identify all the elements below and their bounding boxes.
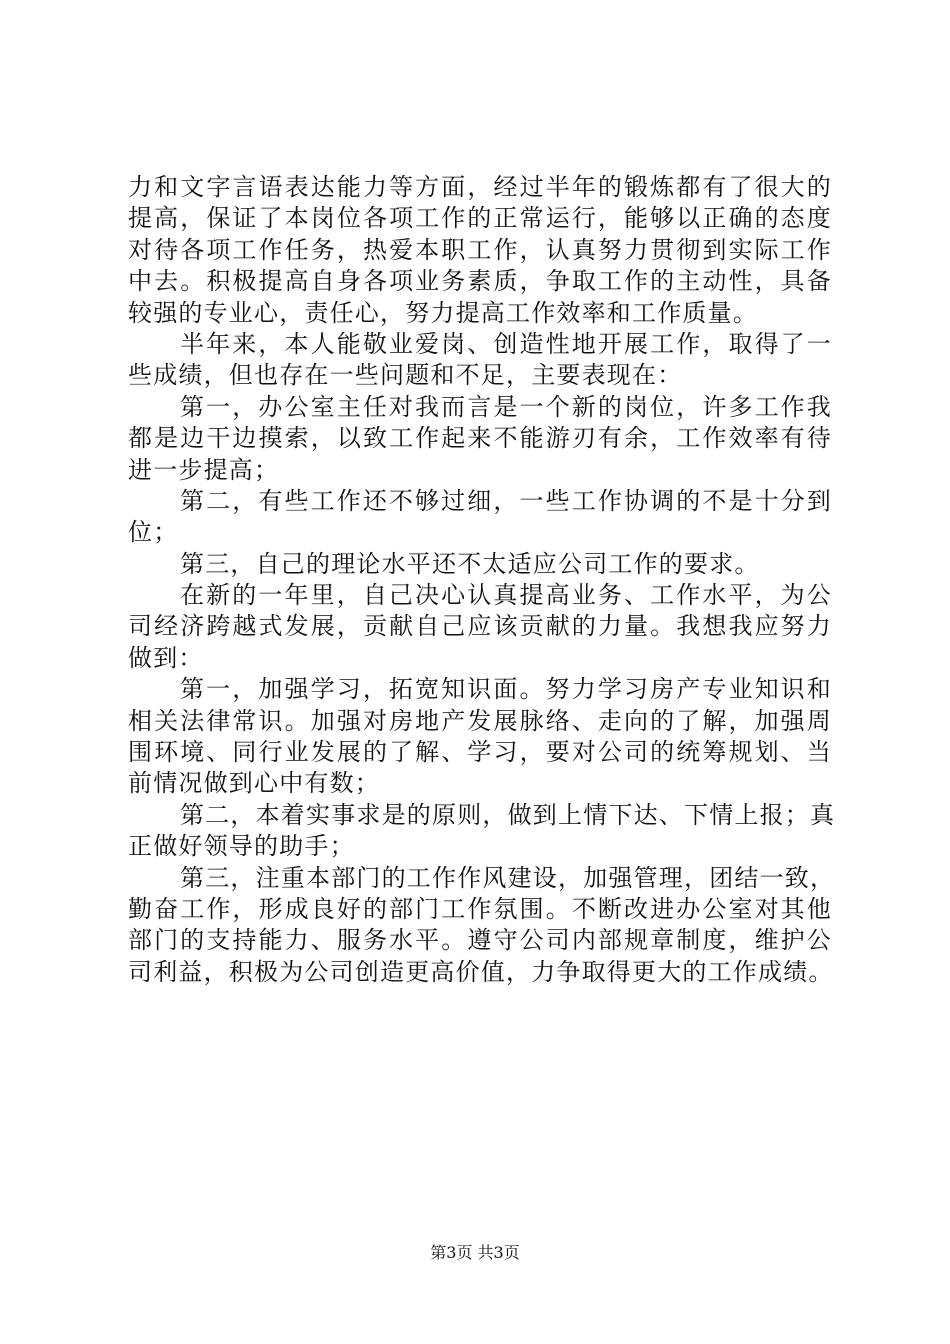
text-line: 勤奋工作，形成良好的部门工作氛围。不断改进办公室对其他 (128, 894, 832, 923)
text-line: 第二，有些工作还不够过细，一些工作协调的不是十分到 (180, 486, 832, 515)
paragraph (128, 674, 832, 800)
text-line: 相关法律常识。加强对房地产发展脉络、走向的了解，加强周 (128, 706, 832, 735)
text-line: 第一，加强学习，拓宽知识面。努力学习房产专业知识和 (180, 675, 832, 704)
paragraph (128, 580, 832, 674)
page-footer: 第3页 共3页 (430, 1243, 520, 1262)
text-line: 司利益，积极为公司创造更高价值，力争取得更大的工作成绩。 (128, 957, 834, 986)
text-line: 部门的支持能力、服务水平。遵守公司内部规章制度，维护公 (128, 926, 832, 955)
text-line: 都是边干边摸索，以致工作起来不能游刃有余，工作效率有待 (128, 424, 832, 453)
text-line: 第一，办公室主任对我而言是一个新的岗位，许多工作我 (180, 392, 832, 421)
text-line: 进一步提高； (128, 455, 280, 484)
text-line: 前情况做到心中有数； (128, 769, 380, 798)
text-line: 提高，保证了本岗位各项工作的正常运行，能够以正确的态度 (128, 204, 832, 233)
text-line: 中去。积极提高自身各项业务素质，争取工作的主动性，具备 (128, 267, 832, 296)
text-line: 第二，本着实事求是的原则，做到上情下达、下情上报；真 (180, 800, 836, 829)
document-body (128, 172, 836, 988)
paragraph (128, 172, 832, 329)
paragraph (128, 549, 832, 580)
text-line: 第三，自己的理论水平还不太适应公司工作的要求。 (180, 549, 760, 578)
text-line: 在新的一年里，自己决心认真提高业务、工作水平，为公 (180, 581, 832, 610)
text-line: 第三，注重本部门的工作作风建设，加强管理，团结一致， (180, 863, 836, 892)
text-line: 力和文字言语表达能力等方面，经过半年的锻炼都有了很大的 (128, 173, 832, 201)
text-line: 正做好领导的助手； (128, 832, 355, 861)
text-line: 些成绩，但也存在一些问题和不足，主要表现在： (128, 361, 683, 390)
text-line: 位； (128, 518, 179, 547)
text-line: 半年来，本人能敬业爱岗、创造性地开展工作，取得了一 (180, 329, 832, 358)
text-line: 对待各项工作任务，热爱本职工作，认真努力贯彻到实际工作 (128, 235, 832, 264)
paragraph (128, 486, 832, 549)
paragraph (128, 863, 836, 989)
paragraph (128, 392, 832, 486)
text-line: 司经济跨越式发展，贡献自己应该贡献的力量。我想我应努力 (128, 612, 832, 641)
text-line: 做到： (128, 643, 204, 672)
paragraph (128, 329, 832, 392)
text-line: 较强的专业心，责任心，努力提高工作效率和工作质量。 (128, 298, 758, 327)
paragraph (128, 800, 836, 863)
text-line: 围环境、同行业发展的了解、学习，要对公司的统筹规划、当 (128, 738, 832, 767)
